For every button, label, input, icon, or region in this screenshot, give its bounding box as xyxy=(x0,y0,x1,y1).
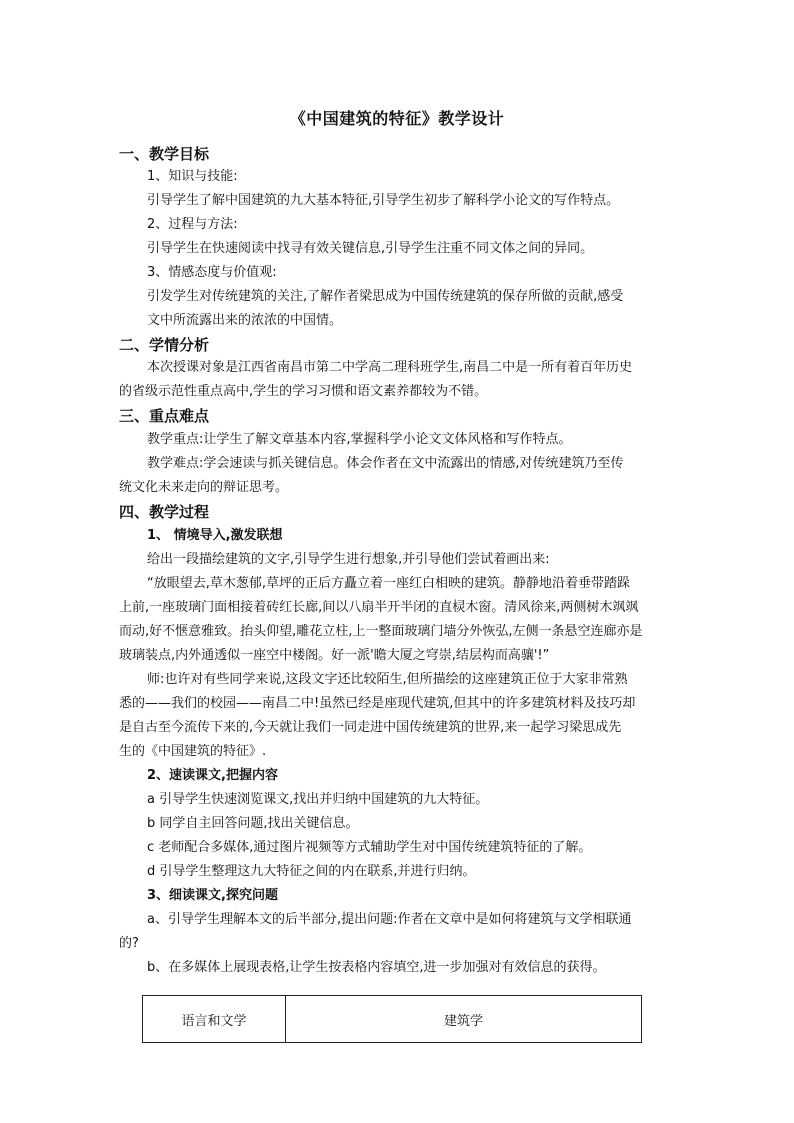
section-heading-key-points: 三、重点难点 xyxy=(119,407,210,425)
section-heading-process: 四、教学过程 xyxy=(119,503,210,521)
section-heading-analysis: 二、学情分析 xyxy=(119,336,210,354)
analysis-line: 的省级示范性重点高中,学生的学习习惯和语文素养都较为不错。 xyxy=(119,384,488,399)
teacher-line: 师:也许对有些同学来说,这段文字还比较陌生,但所描绘的这座建筑正位于大家非常熟 xyxy=(147,672,628,687)
quote-line: “放眼望去,草木葱郁,草坪的正后方矗立着一座红白相映的建筑。静静地沿着垂带踏跺 xyxy=(147,576,631,591)
document-title: 《中国建筑的特征》教学设计 xyxy=(289,109,505,128)
table-header-cell: 建筑学 xyxy=(286,996,642,1043)
process-line: b、在多媒体上展现表格,让学生按表格内容填空,进一步加强对有效信息的获得。 xyxy=(147,960,606,975)
process-line: a 引导学生快速浏览课文,找出并归纳中国建筑的九大特征。 xyxy=(147,792,489,807)
section-heading-objectives: 一、教学目标 xyxy=(119,145,210,163)
teacher-line: 是自古至今流传下来的,今天就让我们一同走进中国传统建筑的世界,来一起学习梁思成先 xyxy=(119,720,622,735)
comparison-table xyxy=(142,995,642,1043)
objective-line: 文中所流露出来的浓浓的中国情。 xyxy=(147,313,343,328)
key-point-line: 教学难点:学会速读与抓关键信息。体会作者在文中流露出的情感,对传统建筑乃至传 xyxy=(147,456,624,471)
process-line: b 同学自主回答问题,找出关键信息。 xyxy=(147,816,359,831)
process-line: d 引导学生整理这九大特征之间的内在联系,并进行归纳。 xyxy=(147,864,476,879)
objective-line: 1、知识与技能: xyxy=(147,169,238,184)
process-line: 给出一段描绘建筑的文字,引导学生进行想象,并引导他们尝试着画出来: xyxy=(147,552,550,567)
objective-line: 引导学生在快速阅读中找寻有效关键信息,引导学生注重不同文体之间的异同。 xyxy=(147,241,594,256)
key-point-line: 统文化未来走向的辩证思考。 xyxy=(119,480,289,495)
table-row xyxy=(143,996,642,1043)
subsection-heading: 1、 情境导入,激发联想 xyxy=(147,528,283,543)
objective-line: 3、情感态度与价值观: xyxy=(147,265,277,280)
objective-line: 引发学生对传统建筑的关注,了解作者梁思成为中国传统建筑的保存所做的贡献,感受 xyxy=(147,289,624,304)
objective-line: 引导学生了解中国建筑的九大基本特征,引导学生初步了解科学小论文的写作特点。 xyxy=(147,193,620,208)
process-line: c 老师配合多媒体,通过图片视频等方式辅助学生对中国传统建筑特征的了解。 xyxy=(147,840,592,855)
table-header-cell: 语言和文学 xyxy=(143,996,286,1043)
quote-line: 而动,好不惬意雅致。抬头仰望,雕花立柱,上一整面玻璃门墙分外恢弘,左侧一条悬空连廊亦是 xyxy=(119,624,643,639)
subsection-heading: 2、速读课文,把握内容 xyxy=(147,768,278,783)
analysis-line: 本次授课对象是江西省南昌市第二中学高二理科班学生,南昌二中是一所有着百年历史 xyxy=(147,360,633,375)
process-line: 的? xyxy=(119,936,139,951)
teacher-line: 生的《中国建筑的特征》. xyxy=(119,744,267,759)
key-point-line: 教学重点:让学生了解文章基本内容,掌握科学小论文文体风格和写作特点。 xyxy=(147,432,572,447)
quote-line: 玻璃装点,内外通透似一座空中楼阁。好一派'瞻大厦之穹崇,结层构而高骧'!” xyxy=(119,648,550,663)
teacher-line: 悉的——我们的校园——南昌二中!虽然已经是座现代建筑,但其中的许多建筑材料及技巧却 xyxy=(119,696,636,711)
subsection-heading: 3、细读课文,探究问题 xyxy=(147,888,278,903)
process-line: a、引导学生理解本文的后半部分,提出问题:作者在文章中是如何将建筑与文学相联通 xyxy=(147,912,632,927)
quote-line: 上前,一座玻璃门面相接着砖红长廊,间以八扇半开半闭的直棂木窗。清风徐来,两侧树木飒飒 xyxy=(119,600,639,615)
objective-line: 2、过程与方法: xyxy=(147,217,238,232)
